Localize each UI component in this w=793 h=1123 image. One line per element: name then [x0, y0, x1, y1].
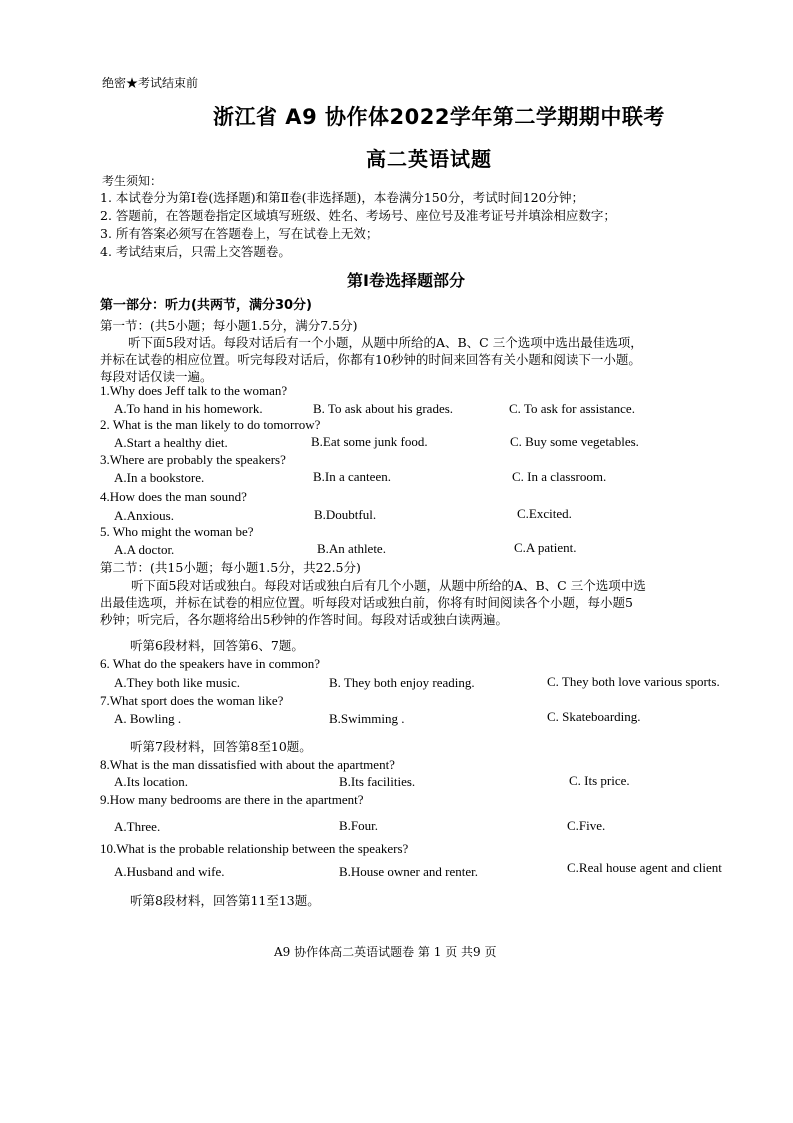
question-text: 7.What sport does the woman like?: [100, 693, 284, 708]
section2-instruction: 秒钟；听完后，各尔题将给出5秒钟的作答时间。每段对话或独白读两遍。: [100, 612, 508, 627]
question-text: 9.How many bedrooms are there in the apartment?: [100, 792, 364, 807]
section2-instruction: 听下面5段对话或独白。每段对话或独白后有几个小题，从题中所给的A、B、C 三个选项中选: [131, 578, 646, 593]
option-c: C.Real house agent and client: [567, 860, 722, 875]
section1-instruction: 听下面5段对话。每段对话后有一个小题，从题中所给的A、B、C 三个选项中选出最佳选项，: [128, 335, 643, 350]
option-b: B.Swimming .: [329, 711, 405, 726]
question-text: 8.What is the man dissatisfied with about the apartment?: [100, 757, 395, 772]
option-b: B.An athlete.: [317, 541, 386, 556]
notice-item: 4. 考试结束后，只需上交答题卷。: [100, 244, 291, 259]
material-instruction: 听第7段材料，回答第8至10题。: [130, 739, 312, 754]
option-b: B. To ask about his grades.: [313, 401, 454, 416]
section2-instruction: 出最佳选项，并标在试卷的相应位置。听每段对话或独白前，你将有时间阅读各个小题，每小题5: [100, 595, 633, 610]
option-b: B.Its facilities.: [339, 774, 416, 789]
option-a: A.Start a healthy diet.: [114, 435, 228, 450]
exam-subtitle: 高二英语试题: [366, 147, 492, 171]
notice-item: 1. 本试卷分为第Ⅰ卷(选择题)和第Ⅱ卷(非选择题)，本卷满分150分，考试时间120分钟；: [100, 190, 585, 205]
option-b: B.House owner and renter.: [339, 864, 478, 879]
option-c: C. Buy some vegetables.: [510, 434, 639, 449]
option-c: C.Excited.: [517, 506, 572, 521]
question-text: 6. What do the speakers have in common?: [100, 656, 320, 671]
notice-heading: 考生须知：: [102, 174, 163, 188]
option-b: B.In a canteen.: [313, 469, 391, 484]
option-a: A.Anxious.: [114, 508, 174, 523]
option-c: C.A patient.: [514, 540, 577, 555]
section1-title: 第一节：(共5小题；每小题1.5分，满分7.5分): [100, 318, 358, 333]
exam-title: 浙江省 A9 协作体2022学年第二学期期中联考: [213, 105, 665, 129]
question-text: 3.Where are probably the speakers?: [100, 452, 286, 467]
page-footer: A9 协作体高二英语试题卷 第 1 页 共9 页: [274, 945, 497, 959]
option-b: B. They both enjoy reading.: [329, 675, 475, 690]
option-b: B.Eat some junk food.: [311, 434, 428, 449]
option-a: A.Its location.: [114, 774, 189, 789]
part1-title: 第一部分：听力(共两节，满分30分): [100, 298, 312, 313]
question-text: 1.Why does Jeff talk to the woman?: [100, 383, 288, 398]
section2-title: 第二节：(共15小题；每小题1.5分，共22.5分): [100, 560, 361, 575]
option-a: A.A doctor.: [114, 542, 175, 557]
option-a: A.Husband and wife.: [114, 864, 225, 879]
option-a: A.To hand in his homework.: [114, 401, 263, 416]
option-a: A.In a bookstore.: [114, 470, 205, 485]
section1-instruction: 每段对话仅读一遍。: [100, 369, 213, 384]
option-a: A. Bowling .: [114, 711, 182, 726]
option-a: A.Three.: [114, 819, 161, 834]
question-text: 4.How does the man sound?: [100, 489, 247, 504]
option-c: C. In a classroom.: [512, 469, 607, 484]
option-c: C.Five.: [567, 818, 606, 833]
volume-title: 第Ⅰ卷选择题部分: [347, 271, 465, 290]
option-c: C. They both love various sports.: [547, 674, 720, 689]
question-text: 10.What is the probable relationship between the speakers?: [100, 841, 409, 856]
option-a: A.They both like music.: [114, 675, 241, 690]
option-c: C. Skateboarding.: [547, 709, 641, 724]
notice-item: 3. 所有答案必须写在答题卷上，写在试卷上无效；: [100, 226, 379, 241]
option-c: C. To ask for assistance.: [509, 401, 635, 416]
option-b: B.Doubtful.: [314, 507, 377, 522]
confidential-mark: 绝密★考试结束前: [102, 76, 199, 90]
option-c: C. Its price.: [569, 773, 630, 788]
option-b: B.Four.: [339, 818, 379, 833]
section1-instruction: 并标在试卷的相应位置。听完每段对话后，你都有10秒钟的时间来回答有关小题和阅读下一小题。: [100, 352, 641, 367]
material-instruction: 听第8段材料，回答第11至13题。: [130, 893, 320, 908]
question-text: 2. What is the man likely to do tomorrow?: [100, 417, 321, 432]
material-instruction: 听第6段材料，回答第6、7题。: [130, 638, 304, 653]
question-text: 5. Who might the woman be?: [100, 524, 254, 539]
notice-item: 2. 答题前，在答题卷指定区域填写班级、姓名、考场号、座位号及准考证号并填涂相应数字；: [100, 208, 616, 223]
